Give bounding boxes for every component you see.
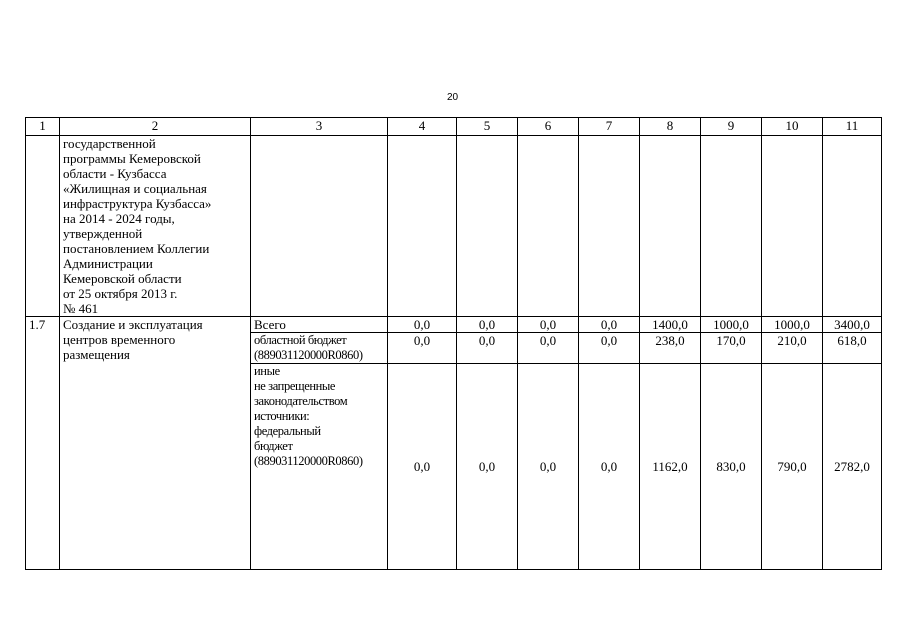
value-cell: 0,0 [579,333,640,364]
value-cell: 0,0 [457,333,518,364]
column-number-row [26,118,882,136]
value-cell: 0,0 [579,364,640,570]
continuation-row [26,136,882,317]
column-header: 5 [457,118,518,136]
value-cell: 0,0 [388,317,457,333]
column-header: 2 [60,118,251,136]
value-cell: 618,0 [823,333,882,364]
item-name: Создание и эксплуатация центров временного размещения [60,317,251,570]
value-cell: 0,0 [457,317,518,333]
empty-cell [251,136,388,317]
empty-cell [388,136,457,317]
value-cell: 1162,0 [640,364,701,570]
funding-source: Всего [251,317,388,333]
table-row-total [26,317,882,333]
value-cell: 830,0 [701,364,762,570]
value-cell: 1000,0 [762,317,823,333]
funding-source: областной бюджет (889031120000R0860) [251,333,388,364]
value-cell: 210,0 [762,333,823,364]
empty-cell [518,136,579,317]
value-cell: 2782,0 [823,364,882,570]
value-cell: 0,0 [388,364,457,570]
column-header: 6 [518,118,579,136]
column-header: 4 [388,118,457,136]
item-number: 1.7 [26,317,60,570]
column-header: 3 [251,118,388,136]
column-header: 11 [823,118,882,136]
program-name-continuation: государственной программы Кемеровской области - Кузбасса «Жилищная и социальная инфраструктура Кузбасса» на 2014 - 2024 годы, утвержденной постановлением Коллегии Администрации Кемеровской области от 25 октября 2013 г. № 461 [60,136,251,317]
program-table [25,117,882,570]
column-header: 1 [26,118,60,136]
value-cell: 0,0 [518,333,579,364]
funding-source: иные не запрещенные законодательством источники: федеральный бюджет (889031120000R0860) [251,364,388,570]
empty-cell [701,136,762,317]
value-cell: 0,0 [518,364,579,570]
page-number: 20 [446,92,459,103]
value-cell: 0,0 [457,364,518,570]
empty-cell [457,136,518,317]
empty-cell [579,136,640,317]
empty-cell [762,136,823,317]
empty-cell [26,136,60,317]
column-header: 7 [579,118,640,136]
column-header: 8 [640,118,701,136]
empty-cell [823,136,882,317]
value-cell: 170,0 [701,333,762,364]
value-cell: 238,0 [640,333,701,364]
column-header: 10 [762,118,823,136]
value-cell: 1000,0 [701,317,762,333]
value-cell: 0,0 [579,317,640,333]
column-header: 9 [701,118,762,136]
empty-cell [640,136,701,317]
value-cell: 0,0 [388,333,457,364]
value-cell: 3400,0 [823,317,882,333]
value-cell: 0,0 [518,317,579,333]
value-cell: 790,0 [762,364,823,570]
value-cell: 1400,0 [640,317,701,333]
